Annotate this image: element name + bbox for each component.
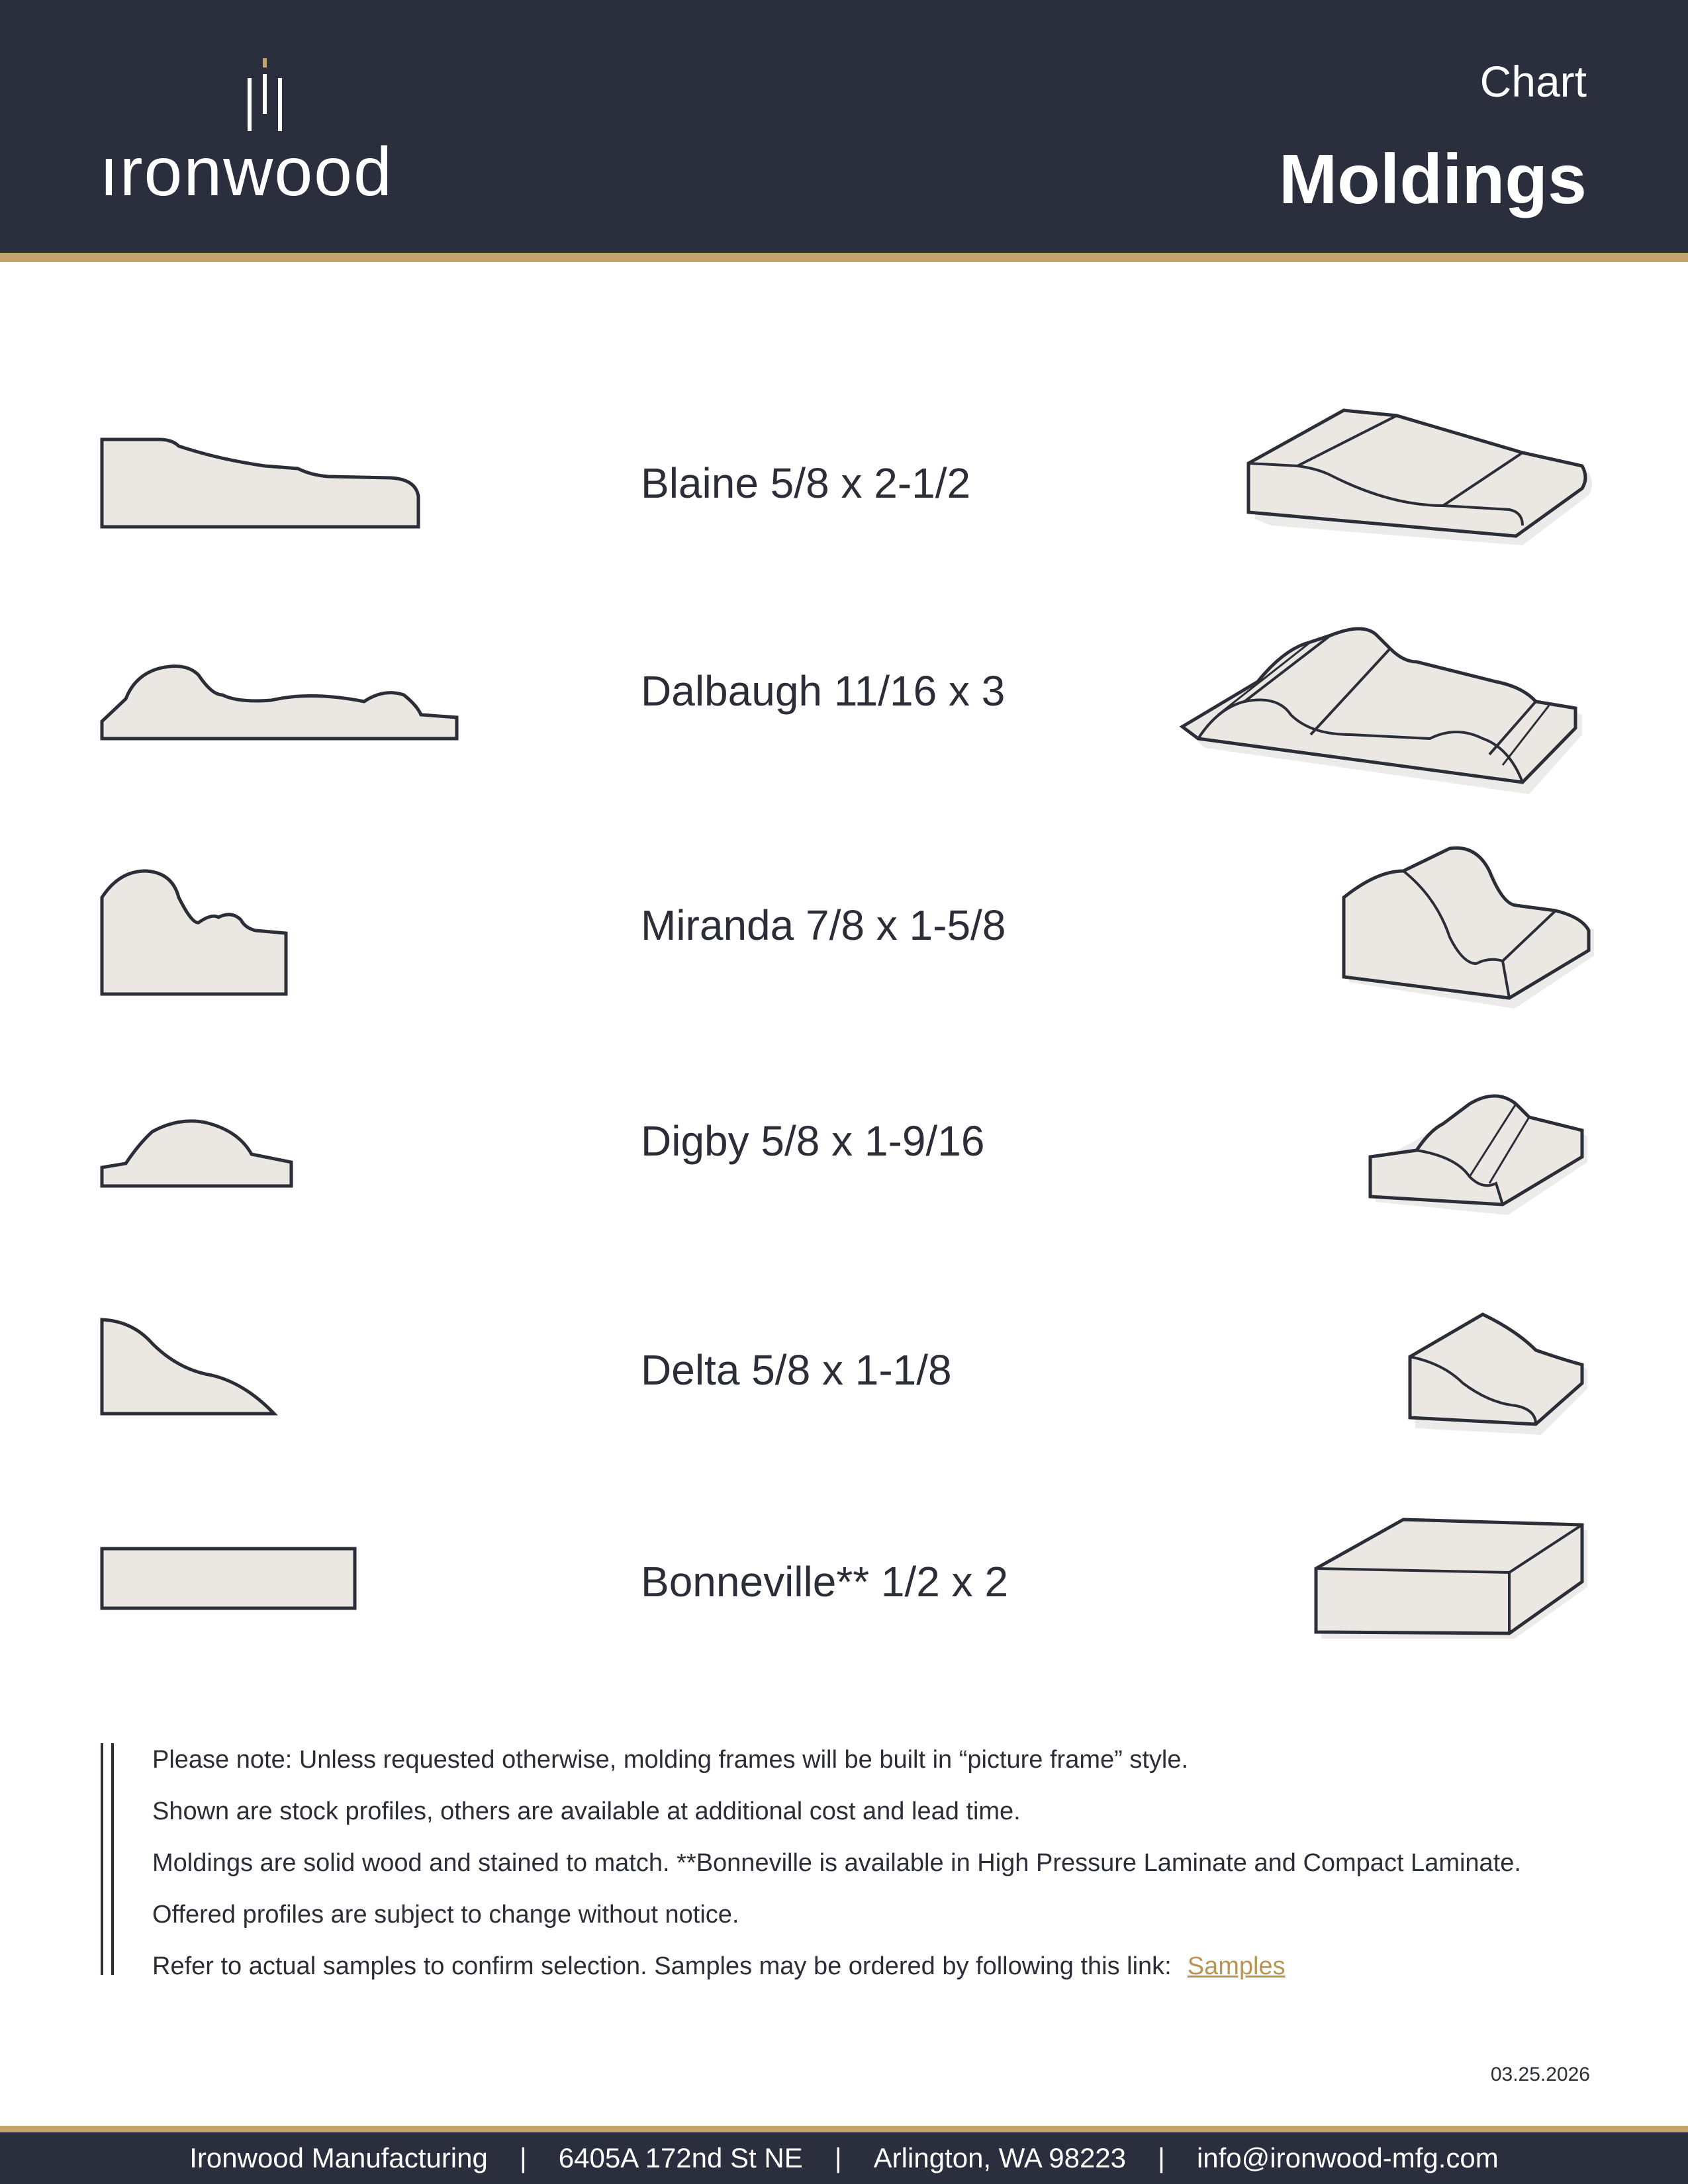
- bonneville-3d-icon: [1311, 1516, 1589, 1648]
- footer-address: 6405A 172nd St NE: [558, 2142, 803, 2173]
- molding-row-miranda: [0, 841, 1688, 1026]
- molding-label: Miranda 7/8 x 1-5/8: [641, 901, 1006, 949]
- molding-row-dalbaugh: [0, 602, 1688, 801]
- molding-label: Digby 5/8 x 1-9/16: [641, 1117, 985, 1165]
- note-text: Refer to actual samples to confirm selection. Samples may be ordered by following this link:: [152, 1952, 1172, 1980]
- page-header: [0, 0, 1688, 262]
- samples-link[interactable]: Samples: [1187, 1952, 1286, 1980]
- ironwood-logo: [99, 58, 444, 217]
- miranda-profile-icon: [99, 864, 298, 997]
- dalbaugh-3d-icon: [1178, 609, 1589, 801]
- logo-mark-icon: [238, 58, 291, 138]
- footer-email[interactable]: info@ironwood-mfg.com: [1196, 2142, 1499, 2173]
- digby-profile-icon: [99, 1104, 305, 1216]
- note-text: Offered profiles are subject to change without notice.: [152, 1901, 739, 1929]
- footer-separator: |: [519, 2142, 527, 2173]
- molding-row-bonneville: [0, 1509, 1688, 1655]
- blaine-profile-icon: [99, 437, 430, 529]
- molding-label: Delta 5/8 x 1-1/8: [641, 1346, 952, 1394]
- molding-label: Blaine 5/8 x 2-1/2: [641, 459, 971, 507]
- molding-label: Dalbaugh 11/16 x 3: [641, 667, 1006, 715]
- delta-profile-icon: [99, 1317, 285, 1436]
- delta-3d-icon: [1403, 1310, 1595, 1443]
- miranda-3d-icon: [1337, 844, 1595, 1017]
- logo-wordmark: ıronwood: [99, 134, 393, 210]
- blaine-3d-icon: [1244, 406, 1602, 565]
- document-date: 03.25.2026: [1490, 2064, 1590, 2085]
- digby-3d-icon: [1364, 1077, 1595, 1223]
- molding-label: Bonneville** 1/2 x 2: [641, 1558, 1009, 1606]
- note-line: Shown are stock profiles, others are available at additional cost and lead time.: [152, 1797, 1021, 1825]
- note-line: [152, 1902, 739, 1927]
- molding-row-delta: [0, 1297, 1688, 1456]
- footer-separator: |: [834, 2142, 842, 2173]
- footer-city: Arlington, WA 98223: [873, 2142, 1127, 2173]
- note-line: Please note: Unless requested otherwise, molding frames will be built in “picture frame” style.: [152, 1746, 1189, 1774]
- notes-bar-icon: [99, 1741, 119, 1979]
- header-kicker: Chart: [1479, 57, 1587, 106]
- page-footer: [0, 2126, 1688, 2184]
- footer-company: Ironwood Manufacturing: [189, 2142, 488, 2173]
- footer-separator: |: [1158, 2142, 1165, 2173]
- page-title: Moldings: [1278, 140, 1587, 218]
- bonneville-profile-icon: [99, 1546, 364, 1612]
- molding-row-digby: [0, 1072, 1688, 1231]
- notes-block: [99, 1741, 1595, 1979]
- molding-row-blaine: [0, 397, 1688, 569]
- note-line: [152, 1954, 1286, 1979]
- note-line: Moldings are solid wood and stained to match. **Bonneville is available in High Pressure Laminate and Compact Laminate.: [152, 1849, 1521, 1877]
- dalbaugh-profile-icon: [99, 649, 470, 754]
